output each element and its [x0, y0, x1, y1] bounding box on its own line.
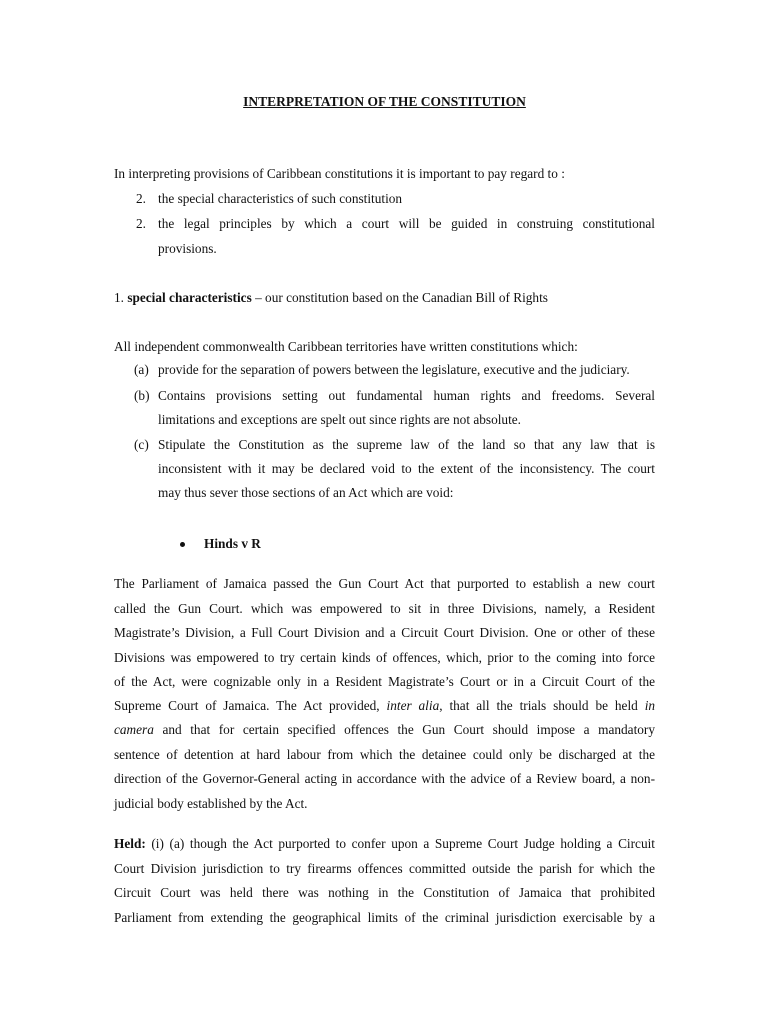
- facts-line: The Parliament of Jamaica passed the Gun Court Act that purported to establish a new court: [114, 576, 655, 591]
- list-item-text: provide for the separation of powers between the legislature, executive and the judiciary.: [158, 362, 630, 377]
- case-heading: Hinds v R: [204, 536, 261, 551]
- held-label: Held:: [114, 836, 146, 851]
- facts-text: and that for certain specified offences the Gun Court should impose a mandatory: [153, 722, 655, 737]
- facts-text: Supreme Court of Jamaica. The Act provided,: [114, 698, 387, 713]
- held-line: Circuit Court was held there was nothing in the Constitution of Jamaica that prohibited: [114, 885, 655, 900]
- list-item-text: provisions.: [158, 241, 217, 256]
- list-marker: (b): [134, 388, 150, 403]
- territories-intro: All independent commonwealth Caribbean territories have written constitutions which:: [114, 339, 578, 354]
- intro-paragraph: In interpreting provisions of Caribbean constitutions it is important to pay regard to :: [114, 166, 565, 181]
- facts-line: called the Gun Court. which was empowered to sit in three Divisions, namely, a Resident: [114, 601, 655, 616]
- facts-text: , that all the trials should be held: [439, 698, 645, 713]
- held-line: Parliament from extending the geographical limits of the criminal jurisdiction exercisable by a: [114, 910, 655, 925]
- list-item-text: inconsistent with it may be declared void to the extent of the inconsistency. The court: [158, 461, 655, 476]
- list-marker: 2.: [136, 216, 146, 231]
- bullet-icon: [180, 542, 185, 547]
- list-item-text: Contains provisions setting out fundamental human rights and freedoms. Several: [158, 388, 655, 403]
- latin-term: camera: [114, 722, 154, 737]
- latin-term: in: [644, 698, 656, 713]
- list-item-text: Stipulate the Constitution as the supreme law of the land so that any law that is: [158, 437, 655, 452]
- page-title: INTERPRETATION OF THE CONSTITUTION: [243, 94, 526, 109]
- list-item-text: the special characteristics of such constitution: [158, 191, 403, 206]
- held-text: (i) (a) though the Act purported to confer upon a Supreme Court Judge holding a Circuit: [145, 836, 655, 851]
- list-marker: (a): [134, 362, 149, 377]
- latin-term: inter alia: [386, 698, 440, 713]
- section-heading-bold: special characteristics: [127, 290, 252, 305]
- list-marker: (c): [134, 437, 149, 452]
- facts-line: direction of the Governor-General acting in accordance with the advice of a Review board, a non-: [114, 771, 655, 786]
- facts-line: Magistrate’s Division, a Full Court Division and a Circuit Court Division. One or other of these: [114, 625, 655, 640]
- list-marker: 2.: [136, 191, 146, 206]
- facts-line: [114, 694, 655, 719]
- section-heading-rest: – our constitution based on the Canadian Bill of Rights: [251, 290, 548, 305]
- list-item-text: may thus sever those sections of an Act which are void:: [158, 485, 454, 500]
- facts-line: of the Act, were cognizable only in a Resident Magistrate’s Court or in a Circuit Court of the: [114, 674, 655, 689]
- held-line: Court Division jurisdiction to try firearms offences committed outside the parish for which the: [114, 861, 655, 876]
- held-line: [114, 832, 655, 857]
- list-item-text: limitations and exceptions are spelt out since rights are not absolute.: [158, 412, 521, 427]
- section-heading: [114, 286, 655, 311]
- facts-line: Divisions was empowered to try certain kinds of offences, which, prior to the coming into force: [114, 650, 655, 665]
- facts-line: [114, 718, 655, 743]
- facts-line: sentence of detention at hard labour from which the detainee could only be discharged at the: [114, 747, 655, 762]
- section-number: 1.: [114, 290, 124, 305]
- list-item-text: the legal principles by which a court will be guided in construing constitutional: [158, 216, 655, 231]
- facts-line: judicial body established by the Act.: [114, 796, 308, 811]
